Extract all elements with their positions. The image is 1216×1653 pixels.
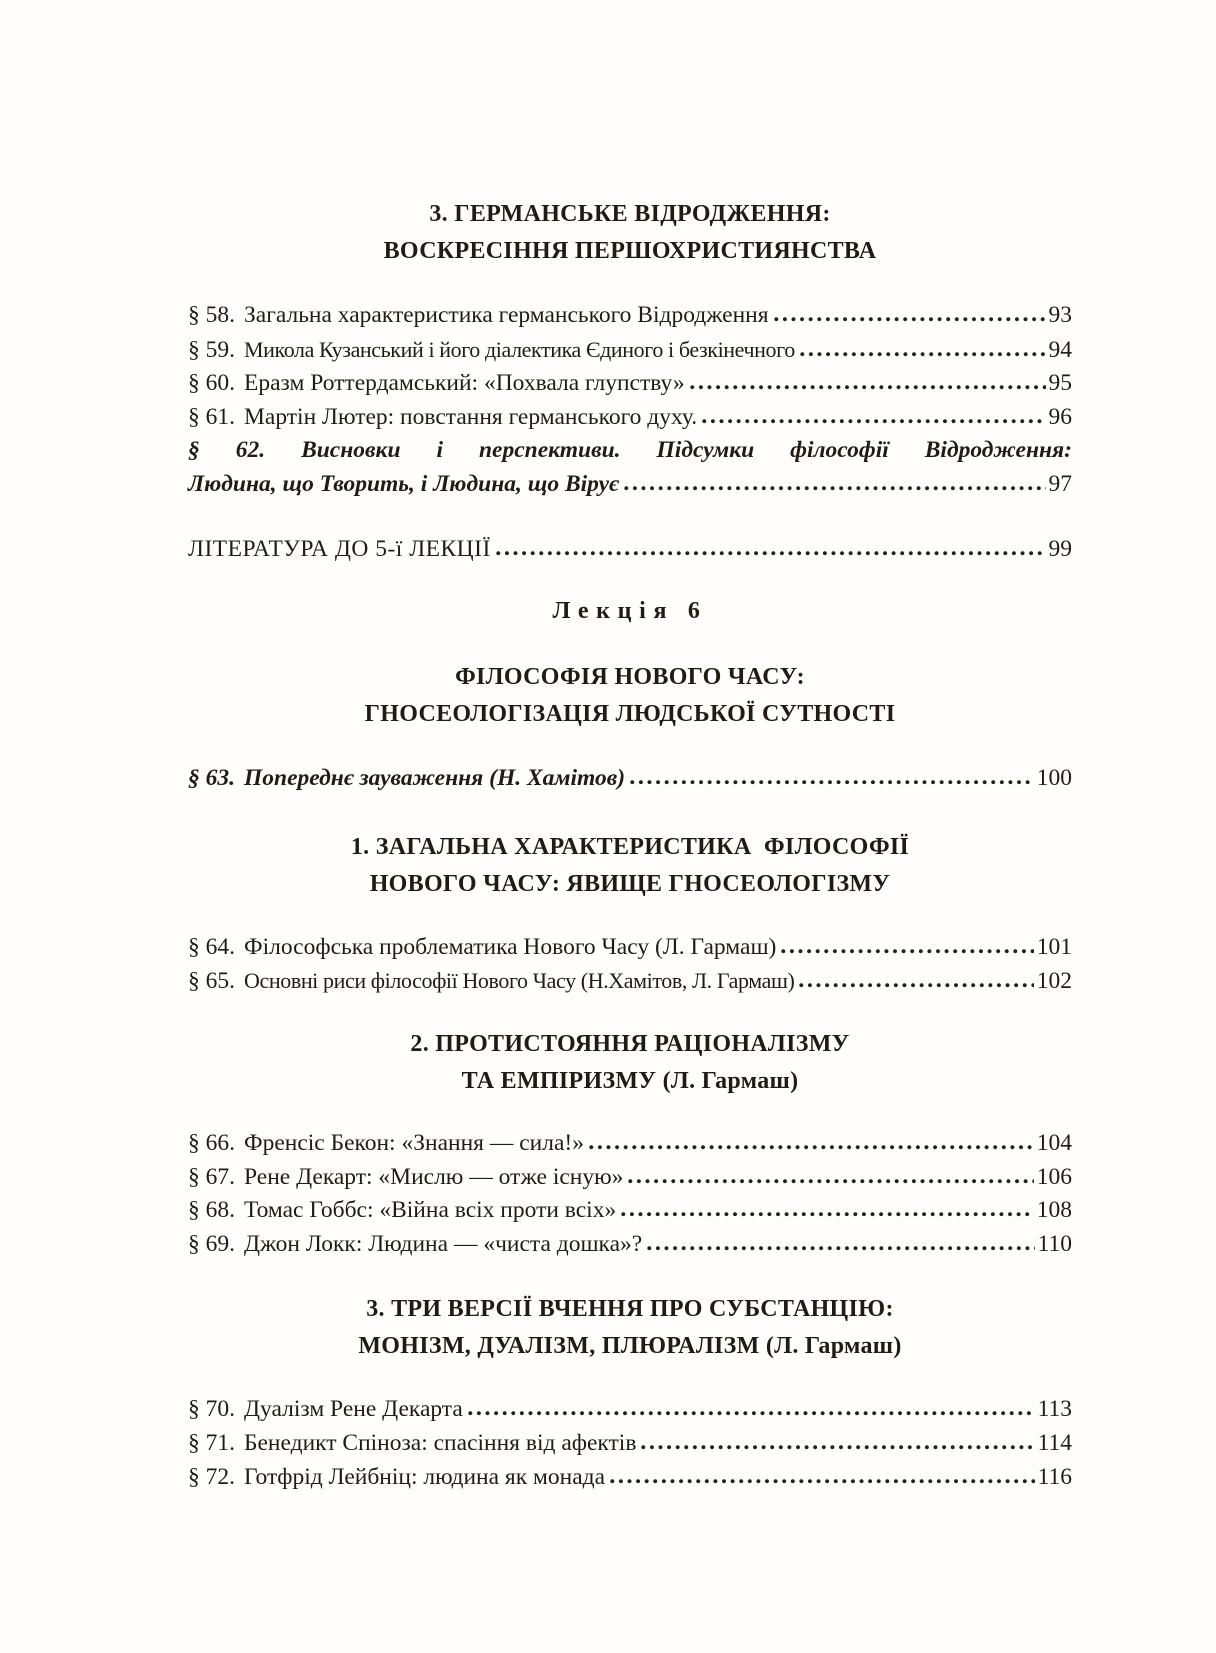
- toc-entry-72: [188, 1461, 1072, 1495]
- entry-title: Висновки і перспективи. Підсумки філософії Відродження:: [301, 437, 1072, 464]
- entry-title: Микола Кузанський і його діалектика Єдиного і безкінечного: [244, 336, 795, 362]
- page-number: 94: [1048, 336, 1072, 363]
- dot-leader: [608, 1479, 1035, 1484]
- subsection-3-heading: [188, 1291, 1072, 1365]
- dot-leader: [639, 1445, 1034, 1450]
- toc-entry-67: [188, 1161, 1072, 1195]
- toc-content: [188, 196, 1072, 1494]
- toc-entry-62-line1: [188, 434, 1072, 468]
- dot-leader: [622, 486, 1046, 491]
- subsection-1-heading-line1: 1. ЗАГАЛЬНА ХАРАКТЕРИСТИКА ФІЛОСОФІЇ: [350, 833, 910, 860]
- page-number: 97: [1048, 470, 1072, 497]
- page-number: 104: [1036, 1129, 1072, 1156]
- entry-marker: § 66.: [188, 1129, 235, 1156]
- page-number: 116: [1037, 1463, 1072, 1490]
- section-3-heading: [188, 196, 1072, 270]
- page-number: 113: [1037, 1396, 1072, 1423]
- dot-leader: [798, 352, 1046, 357]
- entry-marker: § 59.: [188, 336, 235, 363]
- subsection-2-heading-line1: 2. ПРОТИСТОЯННЯ РАЦІОНАЛІЗМУ: [410, 1030, 850, 1057]
- entry-title: Готфрід Лейбніц: людина як монада: [244, 1463, 606, 1490]
- entry-title: Френсіс Бекон: «Знання — сила!»: [244, 1129, 584, 1156]
- subsection-2-entries: [188, 1127, 1072, 1261]
- page-number: 106: [1036, 1163, 1072, 1190]
- entry-marker: § 68.: [188, 1197, 235, 1224]
- entry-title: Томас Гоббс: «Війна всіх проти всіх»: [244, 1197, 617, 1224]
- preliminary-entry-block: [188, 762, 1072, 796]
- lecture-6-title: [188, 659, 1072, 733]
- toc-entry-63: [188, 762, 1072, 796]
- subsection-1-heading: [188, 829, 1072, 903]
- toc-entry-64: [188, 931, 1072, 965]
- dot-leader: [772, 317, 1046, 322]
- toc-entry-71: [188, 1427, 1072, 1461]
- literature-title: ЛІТЕРАТУРА ДО 5-ї ЛЕКЦІЇ: [188, 535, 491, 562]
- section-3-heading-line1: 3. ГЕРМАНСЬКЕ ВІДРОДЖЕННЯ:: [429, 201, 831, 227]
- toc-entry-65: [188, 964, 1072, 999]
- toc-entry-61: [188, 401, 1072, 435]
- toc-entry-70: [188, 1393, 1072, 1427]
- entry-title: Мартін Лютер: повстання германського духу.: [244, 403, 698, 430]
- subsection-2-heading-line2: ТА ЕМПІРИЗМУ (Л. Гармаш): [461, 1067, 799, 1094]
- entry-marker: § 62.: [188, 437, 266, 464]
- subsection-2-heading: [188, 1026, 1072, 1100]
- page-number: 101: [1036, 933, 1072, 960]
- subsection-3-heading-line1: 3. ТРИ ВЕРСІЇ ВЧЕННЯ ПРО СУБСТАНЦІЮ:: [366, 1296, 894, 1323]
- dot-leader: [619, 1212, 1034, 1217]
- lecture-6-title-line2: ГНОСЕОЛОГІЗАЦІЯ ЛЮДСЬКОЇ СУТНОСТІ: [364, 701, 896, 728]
- entry-title: Еразм Роттердамський: «Похвала глупству»: [244, 370, 685, 397]
- toc-entry-62-line2: [188, 468, 1072, 502]
- entry-marker: § 60.: [188, 370, 235, 397]
- subsection-3-entries: [188, 1393, 1072, 1494]
- page-number: 114: [1037, 1429, 1072, 1456]
- page-number: 108: [1036, 1197, 1072, 1224]
- entry-title: Джон Локк: Людина — «чиста дошка»?: [244, 1230, 643, 1257]
- section-3-heading-line2: ВОСКРЕСІННЯ ПЕРШОХРИСТИЯНСТВА: [383, 238, 877, 264]
- entry-marker: § 67.: [188, 1163, 235, 1190]
- section-3-entries: [188, 299, 1072, 502]
- subsection-1-heading-line2: НОВОГО ЧАСУ: ЯВИЩЕ ГНОСЕОЛОГІЗМУ: [369, 870, 891, 897]
- entry-title: Рене Декарт: «Мислю — отже існую»: [244, 1163, 624, 1190]
- page-number: 99: [1048, 535, 1072, 562]
- entry-marker: § 72.: [188, 1463, 235, 1490]
- subsection-3-heading-line2: МОНІЗМ, ДУАЛІЗМ, ПЛЮРАЛІЗМ (Л. Гармаш): [358, 1333, 902, 1360]
- toc-entry-69: [188, 1228, 1072, 1262]
- page-number: 96: [1048, 403, 1072, 430]
- dot-leader: [587, 1145, 1034, 1150]
- entry-title: Дуалізм Рене Декарта: [244, 1396, 463, 1423]
- toc-entry-58: [188, 299, 1072, 333]
- entry-marker: § 65.: [188, 968, 235, 995]
- toc-entry-66: [188, 1127, 1072, 1161]
- dot-leader: [779, 949, 1033, 954]
- subsection-1-entries: [188, 931, 1072, 999]
- lecture-6-label: Лекція 6: [552, 598, 708, 625]
- dot-leader: [797, 983, 1033, 988]
- entry-marker: § 71.: [188, 1429, 235, 1456]
- toc-entry-59: [188, 333, 1072, 368]
- entry-title: Загальна характеристика германського Відродження: [244, 302, 769, 328]
- lecture-6-title-line1: ФІЛОСОФІЯ НОВОГО ЧАСУ:: [455, 664, 805, 691]
- entry-title: Бенедикт Спіноза: спасіння від афектів: [244, 1429, 637, 1456]
- page-number: 95: [1048, 370, 1072, 397]
- page-number: 93: [1048, 302, 1072, 328]
- entry-title: Основні риси філософії Нового Часу (Н.Хамітов, Л. Гармаш): [244, 968, 795, 994]
- entry-marker: § 63.: [188, 765, 235, 792]
- entry-title: Людина, що Творить, і Людина, що Вірує: [188, 470, 619, 497]
- dot-leader: [700, 419, 1045, 424]
- entry-marker: § 70.: [188, 1396, 235, 1423]
- literature-entry: [188, 533, 1072, 567]
- entry-title: Філософська проблематика Нового Часу (Л. Гармаш): [244, 933, 777, 960]
- dot-leader: [494, 551, 1046, 556]
- page-number: 100: [1036, 765, 1072, 792]
- page-number: 110: [1037, 1230, 1072, 1257]
- dot-leader: [645, 1246, 1034, 1251]
- entry-marker: § 58.: [188, 302, 235, 328]
- dot-leader: [626, 1179, 1033, 1184]
- page-number: 102: [1036, 968, 1072, 995]
- dot-leader: [466, 1411, 1035, 1416]
- entry-title: Попереднє зауваження (Н. Хамітов): [244, 765, 626, 792]
- toc-entry-60: [188, 367, 1072, 401]
- entry-marker: § 64.: [188, 933, 235, 960]
- toc-entry-68: [188, 1194, 1072, 1228]
- entry-marker: § 61.: [188, 403, 235, 430]
- dot-leader: [628, 780, 1034, 785]
- dot-leader: [688, 385, 1046, 390]
- entry-marker: § 69.: [188, 1230, 235, 1257]
